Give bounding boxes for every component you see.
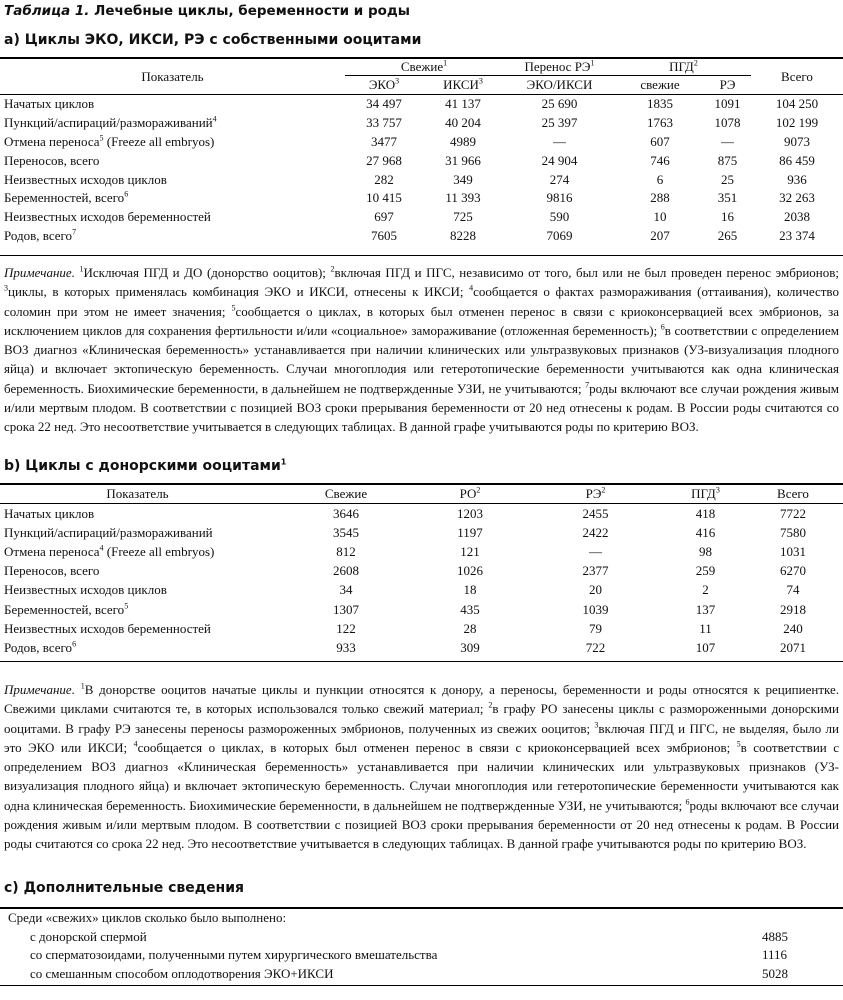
row-value: 28: [463, 620, 477, 636]
row-value: 20: [589, 582, 602, 598]
row-value: 1763: [647, 115, 673, 131]
row-label: со смешанным способом оплодотворения ЭКО+ИКСИ: [30, 965, 334, 981]
row-value: —: [589, 543, 602, 559]
col-fresh: Свежие: [275, 484, 417, 504]
row-value: 725: [453, 209, 473, 225]
row-value: 2038: [784, 209, 810, 225]
row-value: 309: [460, 639, 480, 655]
table-row: [0, 523, 843, 542]
row-value: 240: [783, 620, 803, 636]
col-fresh: Свежие$^1$: [345, 59, 503, 76]
row-value: 11 393: [445, 190, 481, 206]
section-b-bottom-rule: [0, 661, 843, 662]
row-value: 10: [653, 209, 667, 225]
row-value: 2071: [780, 639, 806, 655]
row-value: 812: [336, 543, 356, 559]
row-label: Начатых циклов: [4, 96, 95, 112]
table-row: [0, 581, 843, 600]
col-iksi: ИКСИ$^3$: [423, 76, 503, 95]
table-row: [0, 151, 843, 170]
row-value: 1203: [457, 505, 483, 521]
row-value: 40 204: [445, 115, 481, 131]
row-value: 351: [717, 190, 738, 206]
row-value: 2422: [582, 524, 609, 540]
row-value: 1031: [780, 543, 806, 559]
row-value: 2608: [333, 563, 359, 579]
row-value: 31 966: [445, 152, 481, 168]
row-label: Отмена переноса$^5$ (Freeze all embryos): [4, 133, 215, 149]
table-row: [0, 208, 843, 227]
row-value: 79: [589, 620, 602, 636]
row-value: 418: [695, 505, 716, 521]
row-value: 416: [695, 524, 716, 540]
section-c-table: [0, 909, 843, 983]
row-value: 18: [463, 582, 477, 598]
note-label: Примечание.: [4, 682, 75, 697]
section-c-intro: Среди «свежих» циклов сколько было выполнено:: [8, 910, 287, 926]
row-value: 32 263: [779, 190, 815, 206]
section-a-heading: a) Циклы ЭКО, ИКСИ, РЭ с собственными ооцитами: [4, 32, 422, 48]
row-label: Беременностей, всего$^6$: [4, 190, 129, 206]
row-value: 3477: [371, 133, 397, 149]
row-value: 2377: [582, 563, 609, 579]
row-value: 11: [699, 620, 712, 636]
row-label: с донорской спермой: [30, 928, 147, 944]
col-eko-iksi: ЭКО/ИКСИ: [503, 76, 616, 95]
row-value: —: [553, 133, 566, 149]
col-pgd-fresh: свежие: [616, 76, 704, 95]
col-transfer-re: Перенос $РЭ^1$: [503, 59, 616, 76]
table-row: [0, 95, 843, 114]
row-value: 1026: [457, 563, 483, 579]
row-value: 722: [585, 639, 606, 655]
row-value: 23 374: [779, 227, 815, 243]
row-value: 86 459: [779, 152, 815, 168]
row-value: 697: [374, 209, 394, 225]
row-value: 1091: [714, 96, 741, 112]
row-value: 4885: [762, 928, 788, 944]
col-pgd: ПГД$^2$: [616, 59, 751, 76]
note-label: Примечание.: [4, 265, 75, 280]
col-total: Всего: [743, 484, 843, 504]
row-value: 41 137: [445, 96, 481, 112]
row-value: 25 397: [541, 115, 578, 131]
row-value: 107: [695, 639, 716, 655]
row-value: 7605: [371, 227, 397, 243]
section-b-heading: b) Циклы с донорскими ооцитами$^1$: [4, 457, 287, 474]
col-total: Всего: [751, 59, 843, 95]
row-value: 122: [336, 620, 356, 636]
row-value: 2455: [582, 505, 609, 521]
row-value: 24 904: [541, 152, 578, 168]
section-c-heading: c) Дополнительные сведения: [4, 880, 245, 896]
row-label: со сперматозоидами, полученными путем хирургического вмешательства: [30, 947, 438, 963]
row-label: Отмена переноса$^4$ (Freeze all embryos): [4, 543, 215, 559]
row-value: 3646: [333, 505, 359, 521]
section-c-bottom-rule: [0, 985, 843, 986]
row-value: 1039: [582, 601, 609, 617]
row-value: 207: [650, 227, 670, 243]
col-eko: ЭКО$^3$: [345, 76, 423, 95]
row-label: Пункций/аспираций/размораживаний$^4$: [4, 114, 217, 131]
row-value: 9816: [546, 190, 573, 206]
table-row: [0, 170, 843, 189]
row-value: 7722: [780, 505, 806, 521]
row-value: —: [721, 133, 734, 149]
table-title-prefix: Таблица 1.: [4, 3, 90, 19]
row-value: 7069: [546, 227, 573, 243]
row-value: 746: [650, 152, 670, 168]
row-value: 25: [721, 171, 734, 187]
row-value: 875: [717, 152, 738, 168]
table-row: [0, 542, 843, 561]
table-row: [0, 638, 843, 657]
col-indicator: Показатель: [0, 484, 275, 504]
section-b-note: Примечание. $^1$В донорстве ооцитов начатые циклы и пункции относятся к донору, а переносы, беременности и роды относятся к реципиентке. Свежими циклами считаются те, в которых использовался только свежий материал; $^2$в графу РО занесены циклы с размороженными донорскими ооцитами. В графу РЭ занесены переносы размороженных эмбрионов, полученных из свежих ооцитов; $^3$включая ПГД и ПГС, не выделяя, было ли это ЭКО или ИКСИ; $^4$сообщается о циклах, в которых был отменен перенос в связи с криоконсервацией всех эмбрионов; $^5$в соответствии с определением ВОЗ диагноз «Клиническая беременность» устанавливается при наличии клинических или ультразвуковых признаков (УЗ-визуализация плодного яйца) и включает эктопическую беременность. Случаи многоплодия или гетеротопические беременности учитываются как одна клиническая беременность. Биохимические беременности, в дальнейшем не подтвержденные УЗИ, не учитываются; $^6$роды включают все случаи рождения живым и/или мертвым плодом. В соответствии с позицией ВОЗ сроки прерывания беременности от 20 нед отнесены к родам. В России роды считаются со срока 22 нед. Это несоответствие учитывается в следующих таблицах. В данной графе учитываются роды по критерию ВОЗ.: [4, 681, 840, 852]
row-value: 74: [786, 582, 800, 598]
table-row: [0, 928, 843, 947]
row-value: 33 757: [366, 115, 402, 131]
row-label: Неизвестных исходов циклов: [4, 171, 167, 187]
row-value: 121: [460, 543, 480, 559]
row-label: Переносов, всего: [4, 152, 100, 168]
row-value: 1078: [714, 115, 741, 131]
row-value: 1116: [762, 947, 788, 963]
row-label: Беременностей, всего$^5$: [4, 601, 129, 617]
row-value: 274: [549, 171, 570, 187]
row-value: 98: [699, 543, 712, 559]
row-value: 4989: [450, 133, 476, 149]
table-row: [0, 227, 843, 246]
section-b-table: [0, 484, 843, 658]
col-pgd: ПГД$^3$: [668, 484, 743, 504]
row-label: Начатых циклов: [4, 505, 95, 521]
row-value: 282: [374, 171, 394, 187]
row-value: 1307: [333, 601, 359, 617]
row-value: 25 690: [541, 96, 578, 112]
row-label: Родов, всего$^6$: [4, 639, 77, 655]
row-value: 933: [336, 639, 356, 655]
row-label: Переносов, всего: [4, 563, 100, 579]
row-value: 590: [549, 209, 570, 225]
table-row: [0, 600, 843, 619]
row-label: Неизвестных исходов беременностей: [4, 620, 211, 636]
row-value: 435: [460, 601, 480, 617]
row-value: 8228: [450, 227, 476, 243]
row-value: 265: [717, 227, 738, 243]
row-value: 3545: [333, 524, 359, 540]
col-ro: $РО^2$: [417, 484, 523, 504]
row-value: 288: [650, 190, 670, 206]
section-a-note: Примечание. $^1$Исключая ПГД и ДО (донорство ооцитов); $^2$включая ПГД и ПГС, независимо от того, был или не был проведен перенос эмбрионов; $^3$циклы, в которых применялась комбинация ЭКО и ИКСИ, отнесены к ИКСИ; $^4$сообщается о фактах размораживания (оттаивания), количество соломин при этом не имеет значения; $^5$сообщается о циклах, в которых был отменен перенос в связи с криоконсервацией всех эмбрионов, за исключением циклов для сохранения фертильности и/или «социальное» замораживание (отложенная беременность); $^6$в соответствии с определением ВОЗ диагноз «Клиническая беременность» устанавливается при наличии клинических или ультразвуковых признаков (УЗ-визуализация плодного яйца) и включает эктопическую беременность. Случаи многоплодия или гетеротопические беременности учитываются как одна клиническая беременность. Биохимические беременности, в дальнейшем не подтвержденные УЗИ, не учитываются; $^7$роды включают все случаи рождения живым и/или мертвым плодом. В соответствии с позицией ВОЗ сроки прерывания беременности от 20 нед отнесены к родам. В России роды считаются со срока 22 нед. Это несоответствие учитывается в следующих таблицах. В данной графе учитываются роды по критерию ВОЗ.: [4, 264, 840, 435]
row-value: 1197: [457, 524, 483, 540]
row-value: 34: [339, 582, 353, 598]
row-value: 7580: [780, 524, 806, 540]
section-a-bottom-rule: [0, 255, 843, 256]
row-value: 259: [695, 563, 716, 579]
row-value: 34 497: [366, 96, 402, 112]
table-row: [0, 965, 843, 984]
row-value: 2918: [780, 601, 806, 617]
row-label: Неизвестных исходов циклов: [4, 582, 167, 598]
row-value: 137: [695, 601, 716, 617]
table-row: [0, 133, 843, 152]
col-re: $РЭ^2$: [523, 484, 668, 504]
row-value: 6270: [780, 563, 806, 579]
row-value: 104 250: [775, 96, 819, 112]
table-row: [0, 114, 843, 133]
row-value: 349: [453, 171, 473, 187]
row-label: Неизвестных исходов беременностей: [4, 209, 211, 225]
row-label: Родов, всего$^7$: [4, 227, 77, 243]
table-row: [0, 504, 843, 524]
row-value: 5028: [762, 965, 788, 981]
row-value: 102 199: [775, 115, 819, 131]
table-row: [0, 619, 843, 638]
table-title-text: Лечебные циклы, беременности и роды: [89, 3, 411, 19]
table-title: [4, 3, 410, 19]
row-label: Пункций/аспираций/размораживаний: [4, 524, 213, 540]
table-row: [0, 189, 843, 208]
row-value: 9073: [784, 133, 810, 149]
row-value: 16: [721, 209, 734, 225]
row-value: 27 968: [366, 152, 402, 168]
row-value: 2: [702, 582, 709, 598]
col-indicator: Показатель: [0, 59, 345, 95]
table-row: [0, 946, 843, 965]
row-value: 607: [650, 133, 670, 149]
row-value: 6: [656, 171, 664, 187]
table-row: [0, 562, 843, 581]
col-pgd-re: РЭ: [704, 76, 751, 95]
row-value: 936: [787, 171, 807, 187]
row-value: 10 415: [366, 190, 402, 206]
section-a-table: [0, 59, 843, 245]
row-value: 1835: [647, 96, 673, 112]
